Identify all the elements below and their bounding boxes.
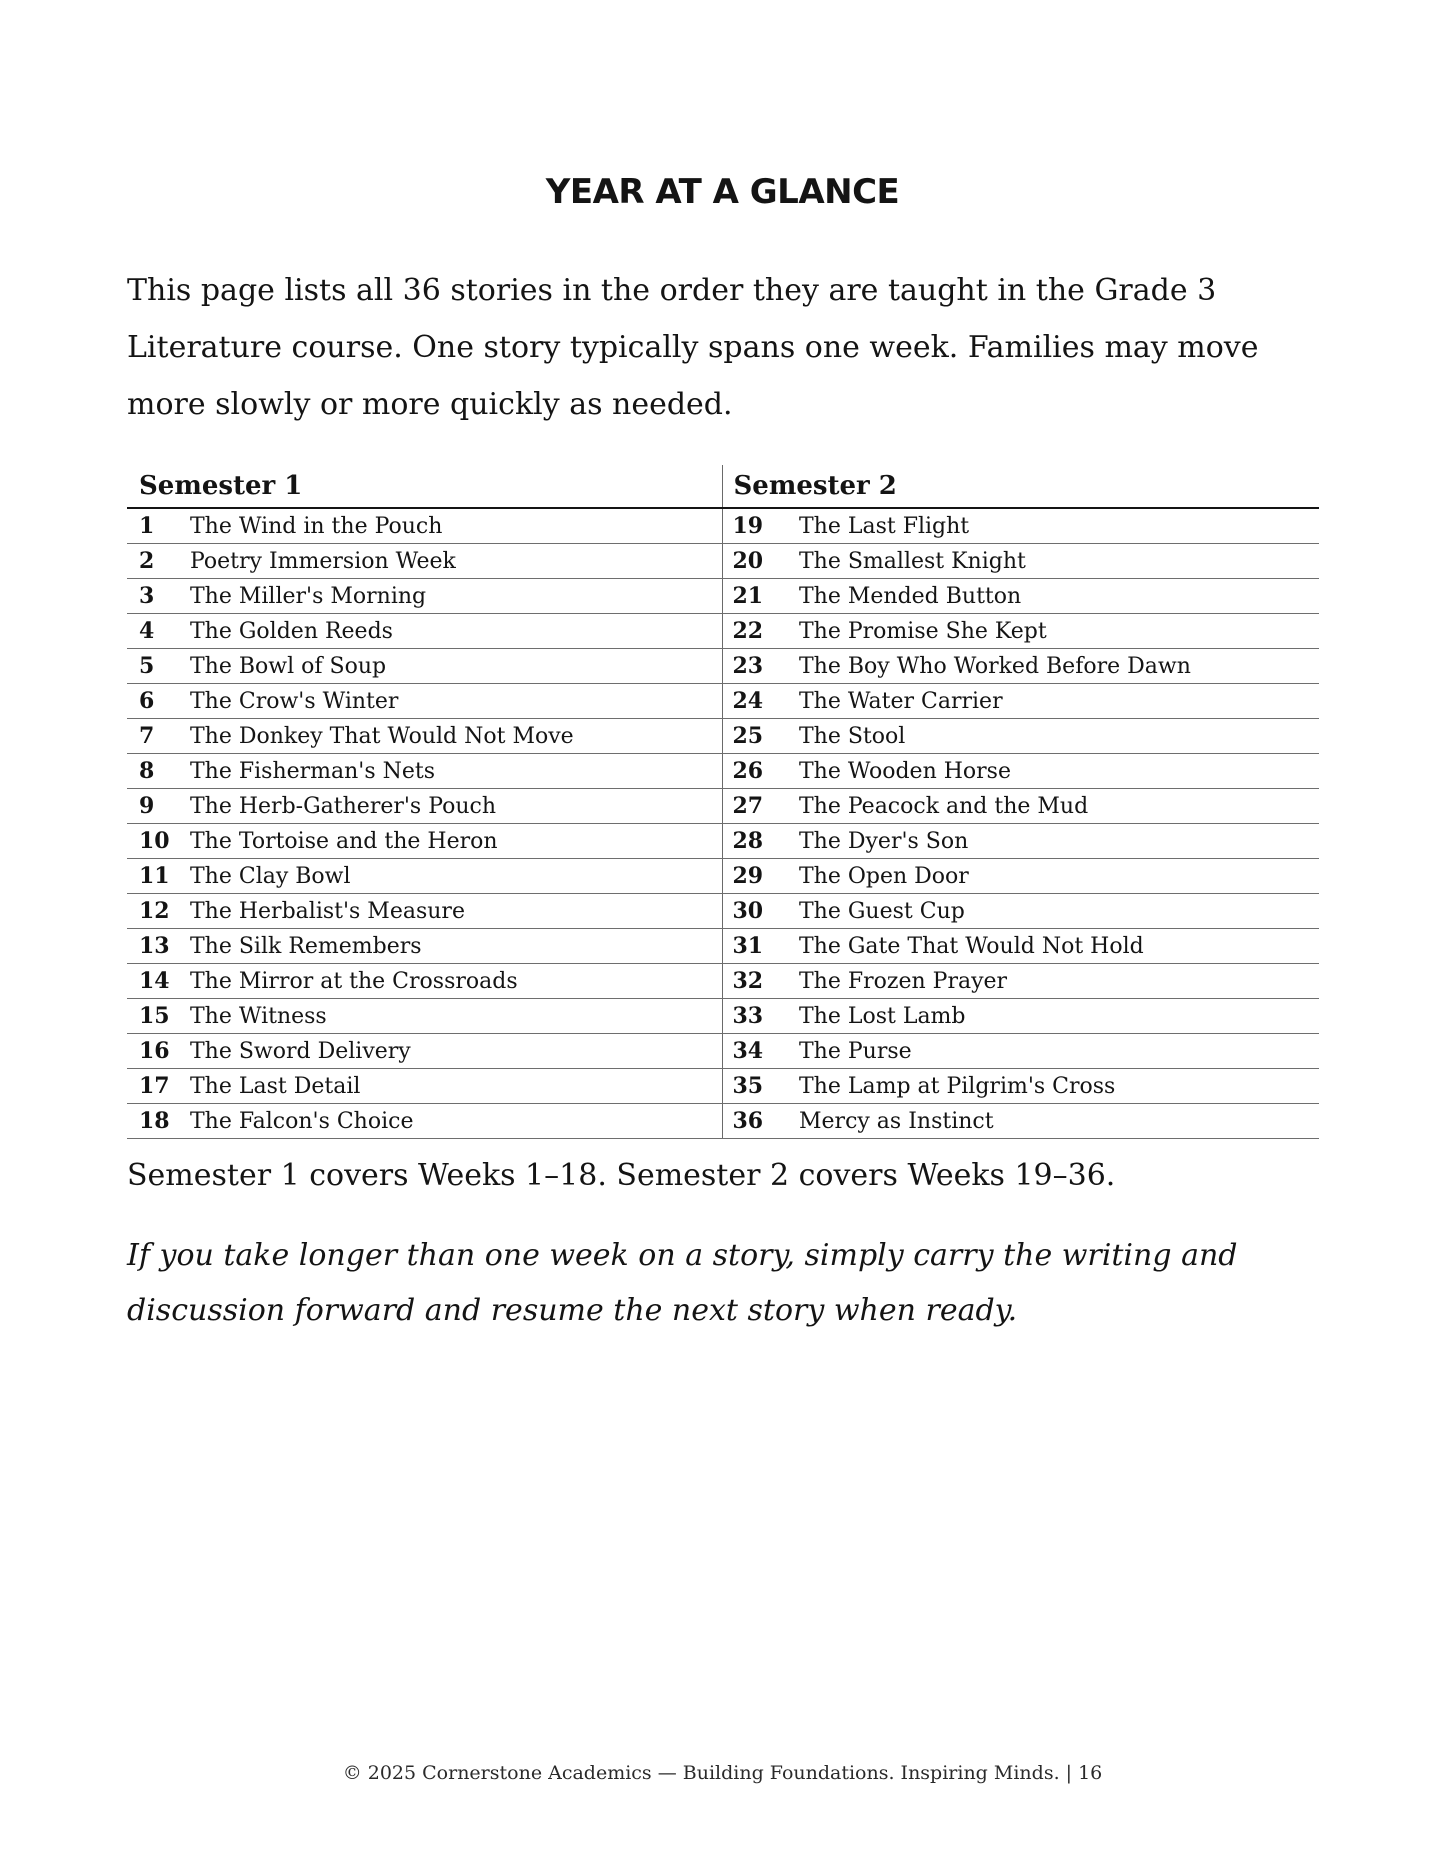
table-row [127,859,1319,894]
week-number-s2: 35 [722,1069,784,1104]
page-title: YEAR AT A GLANCE [545,172,900,212]
story-title-s2: The Smallest Knight [784,544,1319,579]
week-number-s1: 18 [127,1104,189,1139]
table-row [127,824,1319,859]
story-title-s1: The Miller's Morning [189,579,722,614]
table-row [127,684,1319,719]
table-row [127,964,1319,999]
table-row [127,649,1319,684]
week-number-s1: 7 [127,719,189,754]
story-title-s1: The Silk Remembers [189,929,722,964]
week-number-s2: 19 [722,508,784,544]
table-row [127,1034,1319,1069]
week-number-s1: 10 [127,824,189,859]
story-title-s2: The Open Door [784,859,1319,894]
week-number-s2: 23 [722,649,784,684]
table-row [127,1069,1319,1104]
week-number-s1: 4 [127,614,189,649]
story-title-s2: The Promise She Kept [784,614,1319,649]
week-number-s1: 6 [127,684,189,719]
week-number-s2: 29 [722,859,784,894]
story-title-s2: The Wooden Horse [784,754,1319,789]
table-row [127,1104,1319,1139]
story-title-s2: The Last Flight [784,508,1319,544]
story-title-s1: The Donkey That Would Not Move [189,719,722,754]
week-number-s1: 1 [127,508,189,544]
table-header-row [127,465,1319,508]
story-title-s2: The Lost Lamb [784,999,1319,1034]
table-row [127,999,1319,1034]
story-title-s2: The Frozen Prayer [784,964,1319,999]
story-title-s1: The Clay Bowl [189,859,722,894]
week-number-s1: 8 [127,754,189,789]
story-title-s1: The Falcon's Choice [189,1104,722,1139]
story-title-s1: The Sword Delivery [189,1034,722,1069]
story-title-s2: The Gate That Would Not Hold [784,929,1319,964]
week-number-s2: 21 [722,579,784,614]
week-number-s2: 36 [722,1104,784,1139]
week-number-s2: 25 [722,719,784,754]
table-row [127,789,1319,824]
week-number-s2: 26 [722,754,784,789]
week-number-s1: 13 [127,929,189,964]
week-number-s1: 11 [127,859,189,894]
table-row [127,754,1319,789]
story-title-s2: The Lamp at Pilgrim's Cross [784,1069,1319,1104]
story-title-s1: The Wind in the Pouch [189,508,722,544]
story-title-s1: The Fisherman's Nets [189,754,722,789]
table-row [127,614,1319,649]
week-number-s2: 31 [722,929,784,964]
week-number-s1: 5 [127,649,189,684]
week-number-s2: 22 [722,614,784,649]
story-title-s2: The Water Carrier [784,684,1319,719]
week-number-s2: 20 [722,544,784,579]
story-title-s1: The Crow's Winter [189,684,722,719]
week-number-s1: 14 [127,964,189,999]
story-title-s1: The Last Detail [189,1069,722,1104]
table-row [127,579,1319,614]
story-schedule-table [127,465,1319,1139]
story-title-s2: The Boy Who Worked Before Dawn [784,649,1319,684]
page-footer: © 2025 Cornerstone Academics — Building Foundations. Inspiring Minds. | 16 [342,1762,1103,1784]
story-title-s1: The Tortoise and the Heron [189,824,722,859]
table-row [127,719,1319,754]
week-number-s2: 32 [722,964,784,999]
story-title-s1: The Herbalist's Measure [189,894,722,929]
story-title-s2: The Mended Button [784,579,1319,614]
story-title-s1: The Herb-Gatherer's Pouch [189,789,722,824]
story-title-s2: The Guest Cup [784,894,1319,929]
table-body [127,508,1319,1139]
week-number-s1: 17 [127,1069,189,1104]
week-number-s2: 33 [722,999,784,1034]
week-number-s2: 24 [722,684,784,719]
story-title-s2: The Stool [784,719,1319,754]
story-title-s1: Poetry Immersion Week [189,544,722,579]
semester-2-header: Semester 2 [722,465,1319,508]
story-title-s1: The Mirror at the Crossroads [189,964,722,999]
week-number-s1: 3 [127,579,189,614]
week-number-s1: 12 [127,894,189,929]
story-title-s2: The Peacock and the Mud [784,789,1319,824]
intro-paragraph: This page lists all 36 stories in the order they are taught in the Grade 3 Literature course. One story typically spans one week. Families may move more slowly or more quickly as needed. [127,273,1259,422]
week-number-s1: 2 [127,544,189,579]
table-row [127,894,1319,929]
story-title-s1: The Bowl of Soup [189,649,722,684]
story-title-s2: The Purse [784,1034,1319,1069]
week-number-s2: 28 [722,824,784,859]
table-row [127,544,1319,579]
story-title-s2: Mercy as Instinct [784,1104,1319,1139]
table-row [127,508,1319,544]
week-number-s1: 16 [127,1034,189,1069]
semester-1-header: Semester 1 [127,465,722,508]
story-title-s1: The Witness [189,999,722,1034]
week-number-s1: 15 [127,999,189,1034]
week-number-s1: 9 [127,789,189,824]
week-number-s2: 30 [722,894,784,929]
pacing-note: If you take longer than one week on a story, simply carry the writing and discussion forward and resume the next story when ready. [127,1238,1238,1328]
week-number-s2: 27 [722,789,784,824]
story-title-s2: The Dyer's Son [784,824,1319,859]
semester-summary: Semester 1 covers Weeks 1–18. Semester 2 covers Weeks 19–36. [127,1158,1116,1193]
week-number-s2: 34 [722,1034,784,1069]
table-row [127,929,1319,964]
story-title-s1: The Golden Reeds [189,614,722,649]
